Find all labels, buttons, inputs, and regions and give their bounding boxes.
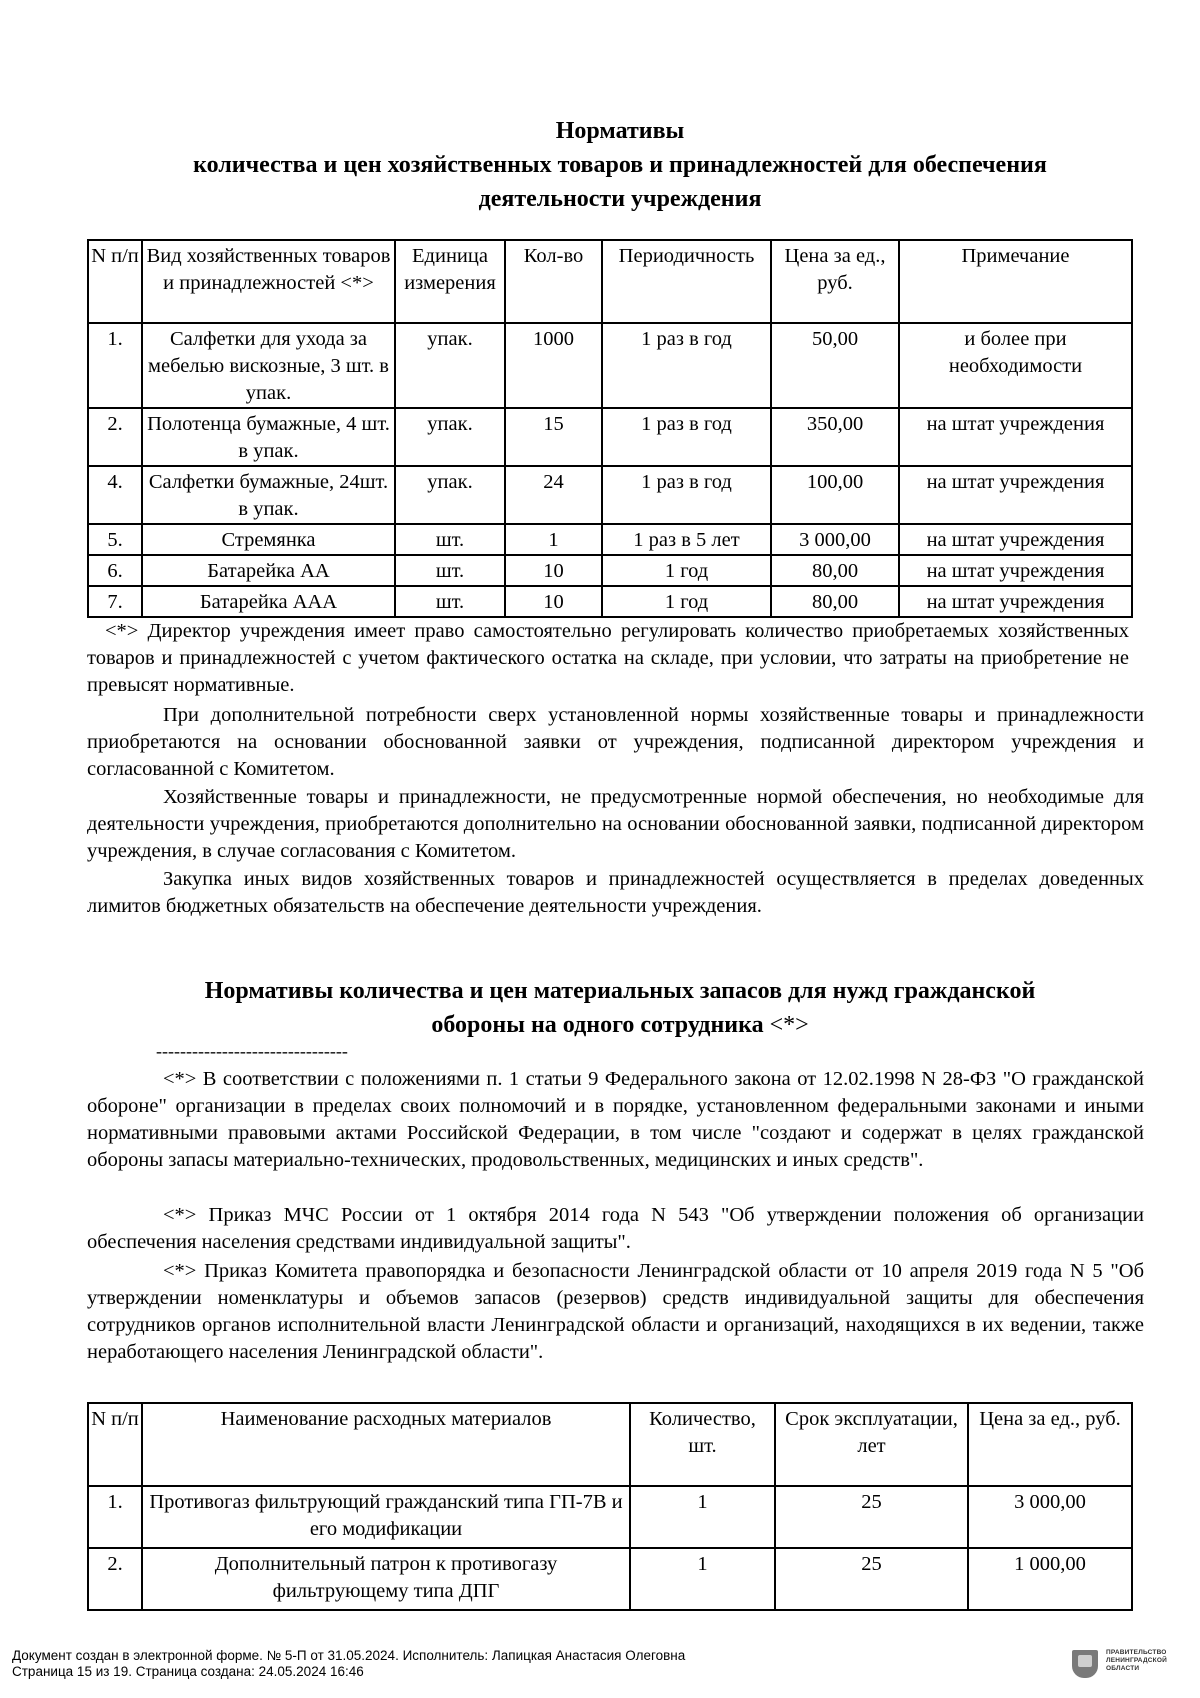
section2-title [80, 974, 1160, 1042]
table-row [88, 555, 1132, 586]
separator-line: -------------------------------- [156, 1041, 348, 1061]
footer-page-info: Страница 15 из 19. Страница создана: 24.05.2024 16:46 [12, 1664, 364, 1679]
section1-title [80, 114, 1160, 216]
cell-number: 2. [88, 1548, 142, 1610]
cell-price: 1 000,00 [968, 1548, 1132, 1610]
paragraph: Закупка иных видов хозяйственных товаров и принадлежностей осуществляется в пределах доведенных лимитов бюджетных обязательств на обеспечение деятельности учреждения. [87, 868, 1144, 917]
col-header-material: Наименование расходных материалов [142, 1403, 630, 1486]
section2-title-line1: Нормативы количества и цен материальных запасов для нужд гражданской [204, 978, 1036, 1004]
col-header-qty: Кол-во [505, 240, 602, 323]
cell-note: на штат учреждения [899, 466, 1132, 524]
cell-number: 6. [88, 555, 142, 586]
cell-qty: 10 [505, 586, 602, 617]
col-header-number: N п/п [88, 1403, 142, 1486]
table-row [88, 586, 1132, 617]
reference-paragraph: <*> В соответствии с положениями п. 1 статьи 9 Федерального закона от 12.02.1998 N 28-ФЗ "О гражданской обороне" организации в пределах своих полномочий и в порядке, установленном федеральными законами и иными нормативными правовыми актами Российской Федерации, в том числе "создают и содержат в целях гражданской обороны запасы материально-технических, продовольственных, медицинских и иных средств". [87, 1068, 1144, 1171]
cell-price: 80,00 [771, 555, 899, 586]
cell-price: 3 000,00 [771, 524, 899, 555]
section1-title-line3: деятельности учреждения [478, 186, 762, 212]
paragraph: При дополнительной потребности сверх установленной нормы хозяйственные товары и принадлежности приобретаются на основании обоснованной заявки от учреждения, подписанной директором учреждения и согласованной с Комитетом. [87, 704, 1144, 780]
col-header-number: N п/п [88, 240, 142, 323]
cell-number: 1. [88, 1486, 142, 1548]
col-header-quantity: Количество, шт. [630, 1403, 775, 1486]
cell-material: Дополнительный патрон к противогазу фильтрующему типа ДПГ [142, 1548, 630, 1610]
cell-unit: упак. [395, 466, 505, 524]
footer-doc-info: Документ создан в электронной форме. № 5-П от 31.05.2024. Исполнитель: Лапицкая Анастасия Олеговна [12, 1648, 686, 1663]
cell-unit: шт. [395, 524, 505, 555]
cell-price: 3 000,00 [968, 1486, 1132, 1548]
cell-item: Салфетки для ухода за мебелью вискозные, 3 шт. в упак. [142, 323, 395, 408]
cell-unit: шт. [395, 586, 505, 617]
col-header-price: Цена за ед., руб. [771, 240, 899, 323]
document-footer [12, 1648, 685, 1680]
table-row [88, 408, 1132, 466]
col-header-service-life: Срок эксплуатации, лет [775, 1403, 968, 1486]
cell-item: Батарейка ААА [142, 586, 395, 617]
cell-number: 2. [88, 408, 142, 466]
table-row [88, 524, 1132, 555]
col-header-price: Цена за ед., руб. [968, 1403, 1132, 1486]
col-header-item: Вид хозяйственных товаров и принадлежностей <*> [142, 240, 395, 323]
cell-price: 80,00 [771, 586, 899, 617]
cell-period: 1 раз в 5 лет [602, 524, 771, 555]
cell-price: 50,00 [771, 323, 899, 408]
cell-item: Салфетки бумажные, 24шт. в упак. [142, 466, 395, 524]
cell-number: 4. [88, 466, 142, 524]
cell-qty: 1 [505, 524, 602, 555]
cell-note: на штат учреждения [899, 586, 1132, 617]
cell-number: 5. [88, 524, 142, 555]
cell-period: 1 год [602, 586, 771, 617]
cell-number: 1. [88, 323, 142, 408]
cell-unit: шт. [395, 555, 505, 586]
cell-qty: 15 [505, 408, 602, 466]
section2-title-footnote-mark: <*> [769, 1012, 809, 1038]
cell-item: Полотенца бумажные, 4 шт. в упак. [142, 408, 395, 466]
cell-number: 7. [88, 586, 142, 617]
cell-note: на штат учреждения [899, 408, 1132, 466]
cell-note: на штат учреждения [899, 524, 1132, 555]
col-header-unit: Единица измерения [395, 240, 505, 323]
section2-title-line2-wrap [80, 1008, 1160, 1042]
section2-title-line2: обороны на одного сотрудника [431, 1012, 764, 1038]
table-header-row [88, 240, 1132, 323]
table-row [88, 466, 1132, 524]
cell-material: Противогаз фильтрующий гражданский типа ГП-7В и его модификации [142, 1486, 630, 1548]
cell-period: 1 раз в год [602, 466, 771, 524]
cell-qty: 1000 [505, 323, 602, 408]
reference-paragraph: <*> Приказ МЧС России от 1 октября 2014 года N 543 "Об утверждении положения об организации обеспечения населения средствами индивидуальной защиты". [87, 1204, 1144, 1253]
cell-period: 1 раз в год [602, 323, 771, 408]
coat-of-arms-icon [1072, 1650, 1098, 1678]
col-header-note: Примечание [899, 240, 1132, 323]
cell-note: и более при необходимости [899, 323, 1132, 408]
cell-period: 1 раз в год [602, 408, 771, 466]
cell-item: Батарейка АА [142, 555, 395, 586]
cell-price: 100,00 [771, 466, 899, 524]
cell-service-life: 25 [775, 1548, 968, 1610]
table-header-row [88, 1403, 1132, 1486]
cell-price: 350,00 [771, 408, 899, 466]
section1-title-line2: количества и цен хозяйственных товаров и принадлежностей для обеспечения [193, 152, 1047, 178]
cell-quantity: 1 [630, 1548, 775, 1610]
cell-qty: 24 [505, 466, 602, 524]
cell-service-life: 25 [775, 1486, 968, 1548]
paragraph: Хозяйственные товары и принадлежности, не предусмотренные нормой обеспечения, но необходимые для деятельности учреждения, приобретаются дополнительно на основании обоснованной заявки, подписанной директором учреждения, в случае согласования с Комитетом. [87, 786, 1144, 862]
cell-unit: упак. [395, 323, 505, 408]
cell-quantity: 1 [630, 1486, 775, 1548]
cell-qty: 10 [505, 555, 602, 586]
household-goods-table [87, 239, 1133, 618]
table-footnote: <*> Директор учреждения имеет право самостоятельно регулировать количество приобретаемых хозяйственных товаров и принадлежностей с учетом фактического остатка на складе, при условии, что затраты на приобретение не превысят нормативные. [87, 620, 1129, 696]
table-row [88, 1486, 1132, 1548]
table-row [88, 323, 1132, 408]
reference-paragraph: <*> Приказ Комитета правопорядка и безопасности Ленинградской области от 10 апреля 2019 года N 5 "Об утверждении номенклатуры и объемов запасов (резервов) средств индивидуальной защиты для обеспечения сотрудников органов исполнительной власти Ленинградской области и организаций, находящихся в их ведении, также неработающего населения Ленинградской области". [87, 1260, 1144, 1363]
cell-note: на штат учреждения [899, 555, 1132, 586]
cell-period: 1 год [602, 555, 771, 586]
civil-defense-table [87, 1402, 1133, 1611]
table-row [88, 1548, 1132, 1610]
cell-unit: упак. [395, 408, 505, 466]
cell-item: Стремянка [142, 524, 395, 555]
col-header-period: Периодичность [602, 240, 771, 323]
logo-text: ПРАВИТЕЛЬСТВО ЛЕНИНГРАДСКОЙ ОБЛАСТИ [1106, 1649, 1167, 1672]
section1-title-line1: Нормативы [555, 118, 685, 144]
government-logo [1072, 1648, 1192, 1680]
